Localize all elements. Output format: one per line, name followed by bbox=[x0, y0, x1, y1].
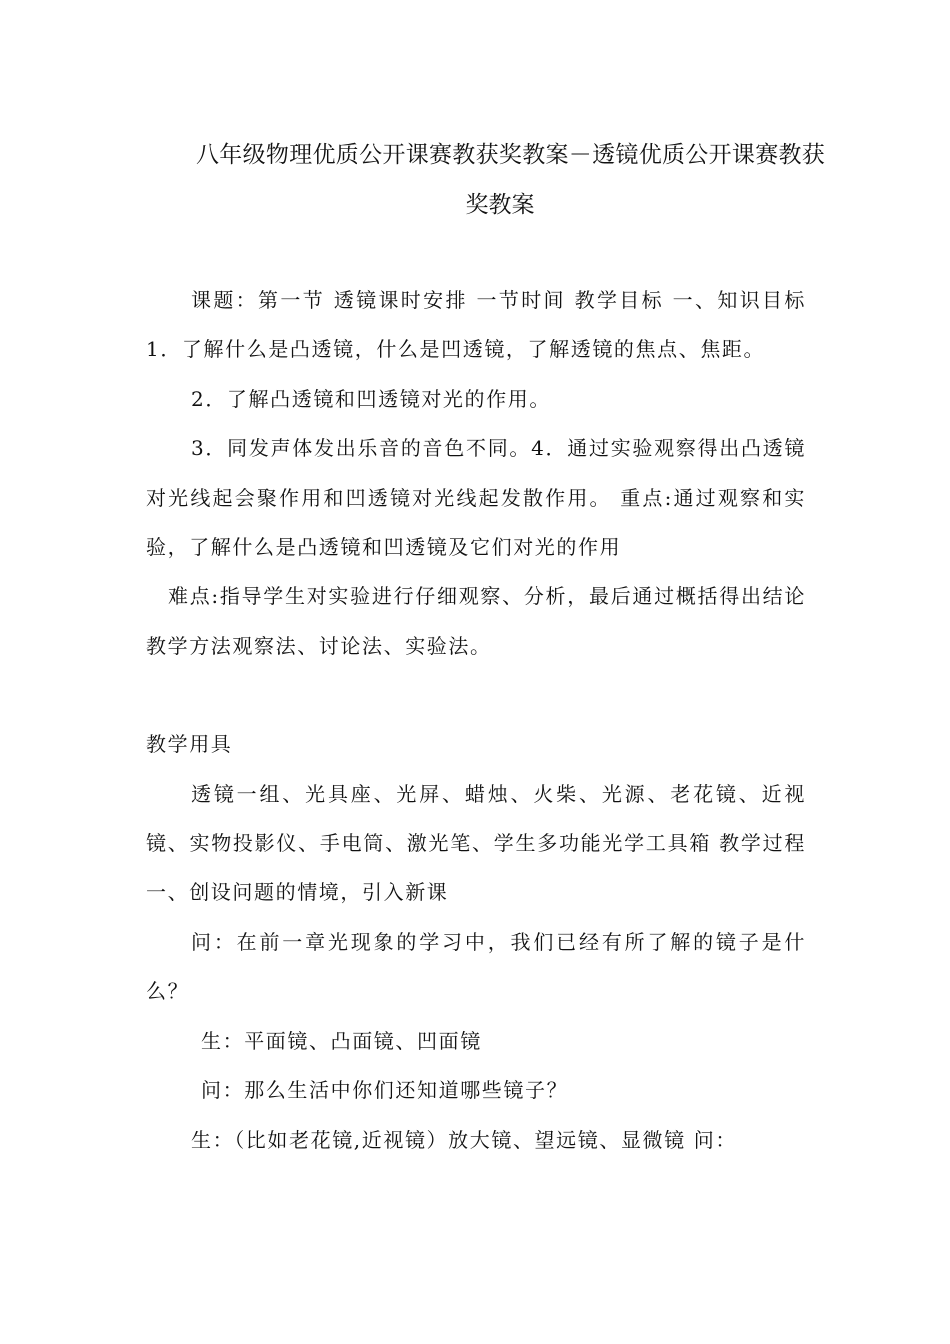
paragraph-tools-list: 透镜一组、光具座、光屏、蜡烛、火柴、光源、老花镜、近视镜、实物投影仪、手电筒、激光笔、学生多功能光学工具箱 教学过程 一、创设问题的情境，引入新课 bbox=[146, 781, 806, 905]
paragraph-question-2: 问：那么生活中你们还知道哪些镜子？ bbox=[201, 1078, 569, 1103]
paragraph-goal-3-4: 3．同发声体发出乐音的音色不同。4．通过实验观察得出凸透镜对光线起会聚作用和凹透镜对光线起发散作用。 重点:通过观察和实验，了解什么是凸透镜和凹透镜及它们对光的作用 bbox=[146, 436, 806, 560]
document-body bbox=[146, 276, 806, 1165]
paragraph-difficulty: 难点:指导学生对实验进行仔细观察、分析，最后通过概括得出结论 教学方法观察法、讨论法、实验法。 bbox=[146, 584, 806, 658]
document-title-line-2: 奖教案 bbox=[465, 192, 535, 218]
paragraph-answer-1: 生：平面镜、凸面镜、凹面镜 bbox=[201, 1028, 482, 1053]
document-title-line-1: 八年级物理优质公开课赛教获奖教案－透镜优质公开课赛教获 bbox=[196, 142, 826, 168]
paragraph-answer-2: 生：（比如老花镜,近视镜）放大镜、望远镜、显微镜 问： bbox=[191, 1127, 737, 1152]
paragraph-lesson-goals: 课题：第一节 透镜课时安排 一节时间 教学目标 一、知识目标1．了解什么是凸透镜，什么是凹透镜，了解透镜的焦点、焦距。 bbox=[146, 288, 806, 362]
heading-teaching-tools: 教学用具 bbox=[146, 732, 233, 757]
paragraph-goal-2: 2．了解凸透镜和凹透镜对光的作用。 bbox=[191, 386, 551, 411]
paragraph-question-1: 问：在前一章光现象的学习中，我们已经有所了解的镜子是什么？ bbox=[146, 929, 806, 1004]
